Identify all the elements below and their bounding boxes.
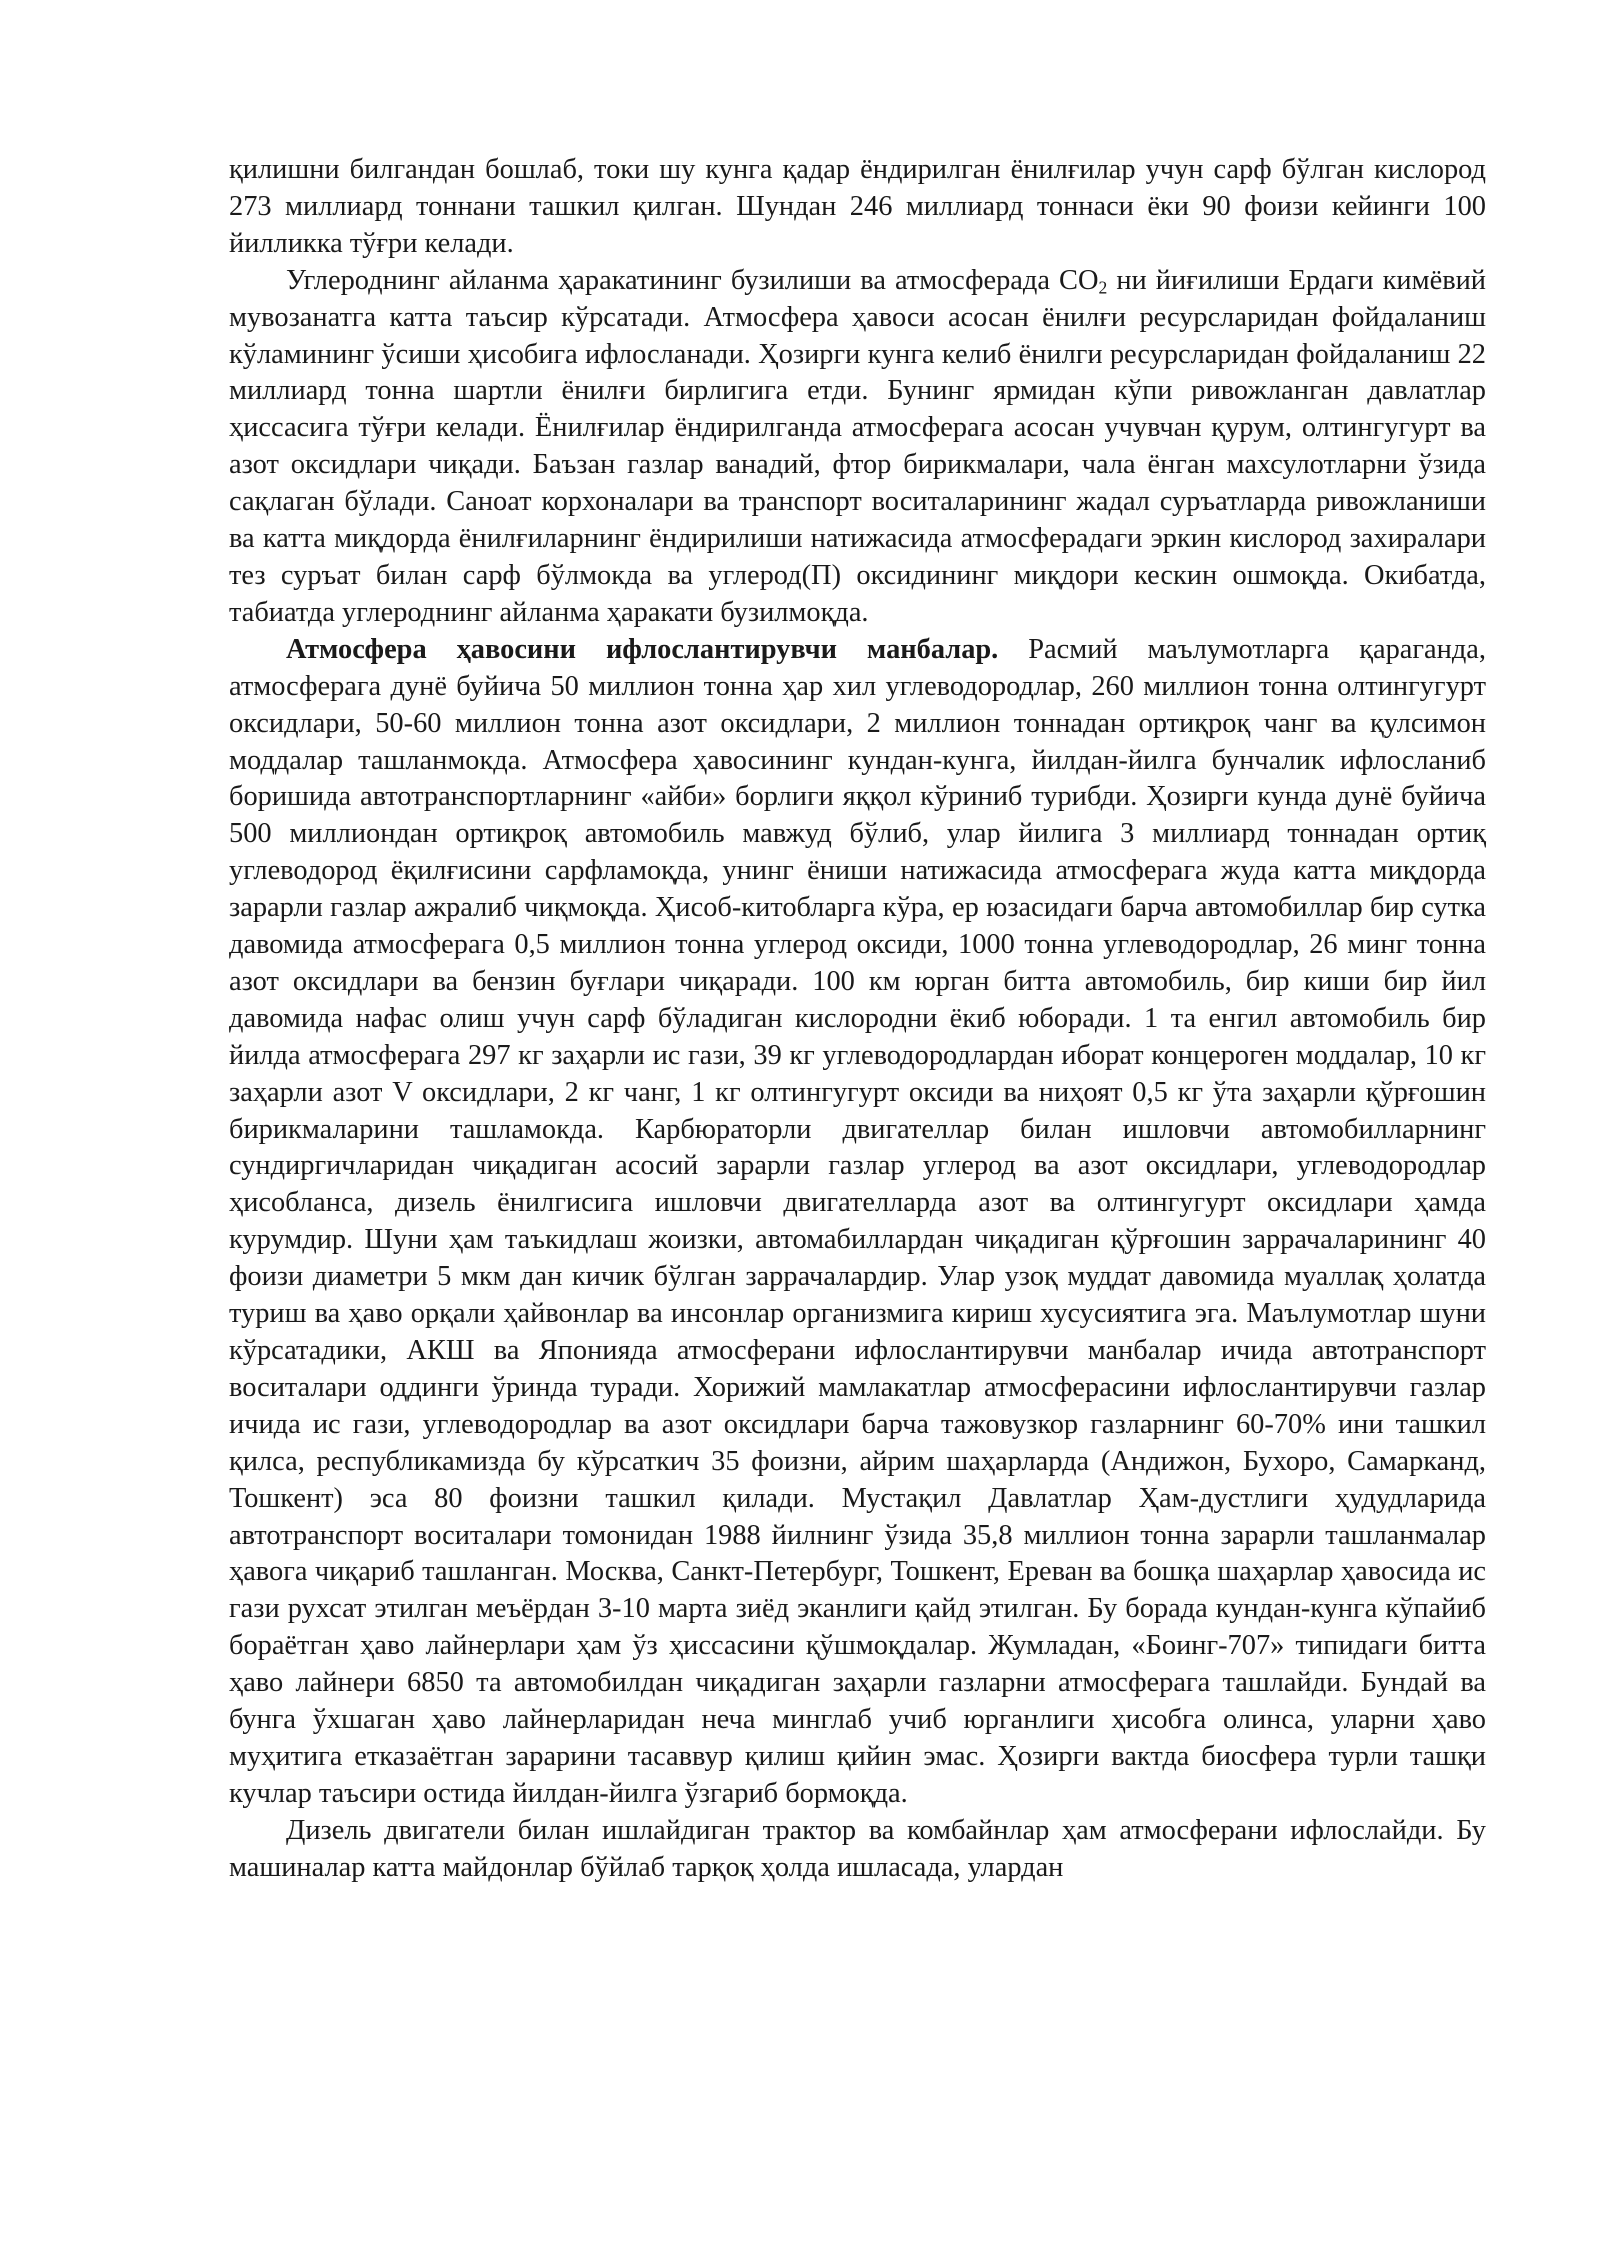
document-body bbox=[229, 152, 1486, 1887]
co2-subscript: 2 bbox=[1098, 277, 1108, 298]
paragraph-pollution-sources-body: Расмий маълумотларга қараганда, атмосферага дунё буйича 50 миллион тонна ҳар хил углеводородлар, 260 миллион тонна олтингугурт оксидлари, 50-60 миллион тонна азот оксидлари, 2 миллион тоннадан ортиқроқ чанг ва қулсимон моддалар ташланмокда. Атмосфера ҳавосининг кундан-кунга, йилдан-йилга бунчалик ифлосланиб боришида автотранспортларнинг «айби» борлиги яққол кўриниб турибди. Ҳозирги кунда дунё буйича 500 миллиондан ортиқроқ автомобиль мавжуд бўлиб, улар йилига 3 миллиард тоннадан ортиқ углеводород ёқилғисини сарфламоқда, унинг ёниши натижасида атмосферага жуда катта миқдорда зарарли газлар ажралиб чиқмоқда. Ҳисоб-китобларга кўра, ер юзасидаги барча автомобиллар бир сутка давомида атмосферага 0,5 миллион тонна углерод оксиди, 1000 тонна углеводородлар, 26 минг тонна азот оксидлари ва бензин буғлари чиқаради. 100 км юрган битта автомобиль, бир киши бир йил давомида нафас олиш учун сарф бўладиган кислородни ёкиб юборади. 1 та енгил автомобиль бир йилда атмосферага 297 кг заҳарли ис гази, 39 кг углеводородлардан иборат концероген моддалар, 10 кг заҳарли азот V оксидлари, 2 кг чанг, 1 кг олтингугурт оксиди ва ниҳоят 0,5 кг ўта заҳарли қўрғошин бирикмаларини ташламокда. Карбюраторли двигателлар билан ишловчи автомобилларнинг сундиргичларидан чиқадиган асосий зарарли газлар углерод ва азот оксидлари, углеводородлар ҳисобланса, дизель ёнилгисига ишловчи двигателларда азот ва олтингугурт оксидлари ҳамда курумдир. Шуни ҳам таъкидлаш жоизки, автомабиллардан чиқадиган қўрғошин заррачаларининг 40 фоизи диаметри 5 мкм дан кичик бўлган заррачалардир. Улар узоқ муддат давомида муаллақ ҳолатда туриш ва ҳаво орқали ҳайвонлар ва инсонлар организмига кириш хусусиятига эга. Маълумотлар шуни кўрсатадики, АКШ ва Японияда атмосферани ифлослантирувчи манбалар ичида автотранспорт воситалари оддинги ўринда туради. Хорижий мамлакатлар атмосферасини ифлослантирувчи газлар ичида ис гази, углеводородлар ва азот оксидлари барча тажовузкор газларнинг 60-70% ини ташкил қилса, республикамизда бу кўрсаткич 35 фоизни, айрим шаҳарларда (Андижон, Бухоро, Самарканд, Тошкент) эса 80 фоизни ташкил қилади. Мустақил Давлатлар Ҳам-дустлиги ҳудудларида автотранспорт воситалари томонидан 1988 йилнинг ўзида 35,8 миллион тонна зарарли ташланмалар ҳавога чиқариб ташланган. Москва, Санкт-Петербург, Тошкент, Ереван ва бошқа шаҳарлар ҳавосида ис гази рухсат этилган меъёрдан 3-10 марта зиёд эканлиги қайд этилган. Бу борада кундан-кунга кўпайиб бораётган ҳаво лайнерлари ҳам ўз ҳиссасини қўшмоқдалар. Жумладан, «Боинг-707» типидаги битта ҳаво лайнери 6850 та автомобилдан чиқадиган заҳарли газларни атмосферага ташлайди. Бундай ва бунга ўхшаган ҳаво лайнерларидан неча минглаб учиб юрганлиги ҳисобга олинса, уларни ҳаво муҳитига етказаётган зарарини тасаввур қилиш қийин эмас. Ҳозирги вактда биосфера турли ташқи кучлар таъсири остида йилдан-йилга ўзгариб бормоқда. bbox=[229, 633, 1486, 1809]
paragraph-continuation: қилишни билгандан бошлаб, токи шу кунга қадар ёндирилган ёнилғилар учун сарф бўлган кислород 273 миллиард тоннани ташкил қилган. Шундан 246 миллиард тоннаси ёки 90 фоизи кейинги 100 йилликка тўғри келади. bbox=[229, 154, 1486, 259]
section-heading: Атмосфера ҳавосини ифлослантирувчи манбалар. bbox=[286, 633, 999, 665]
paragraph-carbon-cycle-start: Углероднинг айланма ҳаракатининг бузилиши ва атмосферада СО bbox=[286, 264, 1099, 296]
paragraph-carbon-cycle bbox=[229, 263, 1486, 632]
paragraph-carbon-cycle-rest: ни йиғилиши Ердаги кимёвий мувозанатга катта таъсир кўрсатади. Атмосфера ҳавоси асосан ёнилғи ресурсларидан фойдаланиш кўламининг ўсиши ҳисобига ифлосланади. Ҳозирги кунга келиб ёнилги ресурсларидан фойдаланиш 22 миллиард тонна шартли ёнилғи бирлигига етди. Бунинг ярмидан кўпи ривожланган давлатлар ҳиссасига тўғри келади. Ёнилғилар ёндирилганда атмосферага асосан учувчан қурум, олтингугурт ва азот оксидлари чиқади. Баъзан газлар ванадий, фтор бирикмалари, чала ёнган махсулотларни ўзида сақлаган бўлади. Саноат корхоналари ва транспорт воситаларининг жадал суръатларда ривожланиши ва катта миқдорда ёнилғиларнинг ёндирилиши натижасида атмосферадаги эркин кислород захиралари тез суръат билан сарф бўлмокда ва углерод(П) оксидининг миқдори кескин ошмоқда. Окибатда, табиатда углероднинг айланма ҳаракати бузилмоқда. bbox=[229, 264, 1486, 628]
paragraph-pollution-sources bbox=[229, 632, 1486, 1813]
paragraph-diesel: Дизель двигатели билан ишлайдиган трактор ва комбайнлар ҳам атмосферани ифлослайди. Бу машиналар катта майдонлар бўйлаб тарқоқ ҳолда ишласада, улардан bbox=[229, 1814, 1486, 1883]
